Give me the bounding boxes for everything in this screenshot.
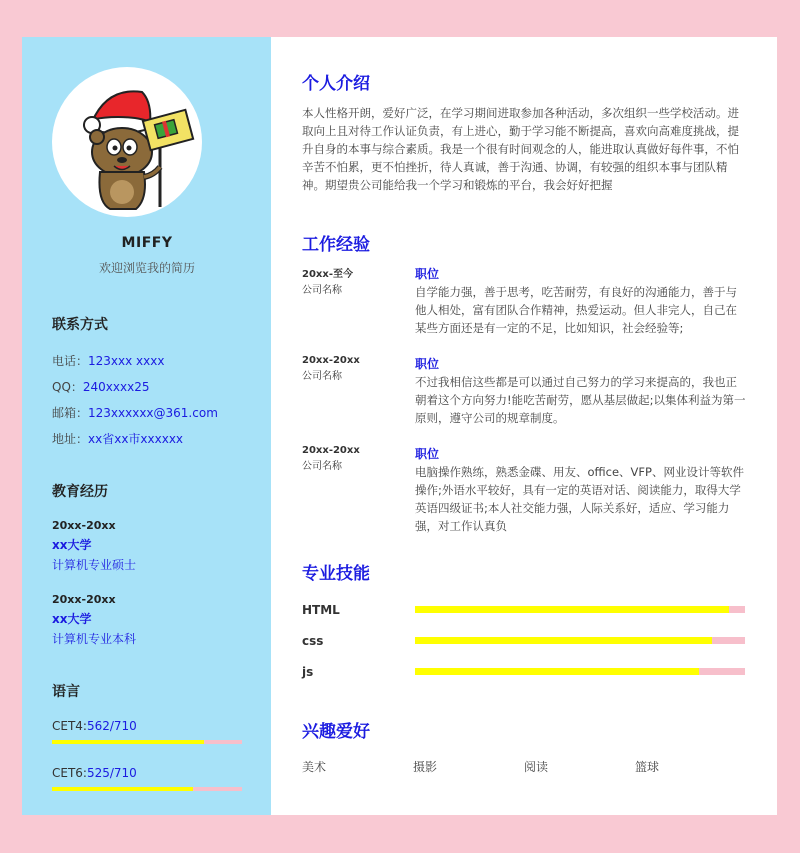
language-bar-fill xyxy=(52,787,193,791)
language-cet4 xyxy=(52,719,271,733)
contact-value: 240xxxx25 xyxy=(82,380,150,394)
education-date: 20xx-20xx xyxy=(52,593,116,606)
education-school: xx大学 xyxy=(52,612,92,626)
intro-heading: 个人介绍 xyxy=(302,74,370,94)
language-heading: 语言 xyxy=(52,684,80,700)
work-title: 职位 xyxy=(415,357,440,371)
skill-bar xyxy=(415,637,745,644)
avatar xyxy=(52,67,202,217)
hobby-item: 美术 xyxy=(302,760,327,774)
work-desc: 电脑操作熟练，熟悉金碟、用友、office、VFP、网业设计等软件操作;外语水平较好，具有一定的英语对话、阅读能力，取得大学英语四级证书;本人社交能力强，人际关系好，适应、学习能力强，对工作认真负 xyxy=(415,465,744,533)
skill-name: HTML xyxy=(302,602,340,617)
education-major: 计算机专业本科 xyxy=(52,632,137,646)
skill-name: js xyxy=(302,664,314,679)
education-school: xx大学 xyxy=(52,538,92,552)
contact-label: QQ： xyxy=(52,380,83,394)
language-label: CET4: xyxy=(52,719,87,733)
bear-santa-hat-avatar-icon xyxy=(52,67,202,217)
work-item xyxy=(302,445,747,535)
work-date: 20xx-20xx xyxy=(302,445,360,456)
skills-heading: 专业技能 xyxy=(302,564,370,584)
resume-page xyxy=(22,37,777,815)
work-company: 公司名称 xyxy=(302,371,342,382)
contact-value: xx省xx市xxxxxx xyxy=(88,432,184,446)
contact-value: 123xxxxxx@361.com xyxy=(88,406,218,420)
contact-heading: 联系方式 xyxy=(52,317,108,333)
language-score: 562/710 xyxy=(86,719,137,733)
education-major: 计算机专业硕士 xyxy=(52,558,137,572)
skill-bar-fill xyxy=(415,668,699,675)
work-item xyxy=(302,355,747,427)
work-date: 20xx-至今 xyxy=(302,269,353,280)
language-score: 525/710 xyxy=(86,766,137,780)
skill-name: css xyxy=(302,633,324,648)
work-title: 职位 xyxy=(415,447,440,461)
contact-label: 地址： xyxy=(52,432,89,446)
skill-html xyxy=(302,594,747,625)
hobby-item: 阅读 xyxy=(524,760,549,774)
education-heading: 教育经历 xyxy=(52,484,108,500)
work-heading: 工作经验 xyxy=(302,235,370,255)
hobbies-heading: 兴趣爱好 xyxy=(302,722,370,742)
language-label: CET6: xyxy=(52,766,87,780)
contact-address xyxy=(52,430,271,447)
contact-qq xyxy=(52,378,271,395)
skill-bar xyxy=(415,668,745,675)
skill-bar-fill xyxy=(415,637,712,644)
contact-phone xyxy=(52,352,271,369)
education-item xyxy=(52,593,271,647)
skill-bar-fill xyxy=(415,606,729,613)
sidebar xyxy=(22,37,271,815)
contact-value: 123xxx xxxx xyxy=(88,354,165,368)
education-item xyxy=(52,519,271,573)
work-desc: 自学能力强，善于思考，吃苦耐劳，有良好的沟通能力，善于与他人相处，富有团队合作精神，热爱运动。但人非完人，自己在某些方面还是有一定的不足，比如知识，社会经验等; xyxy=(415,285,737,335)
language-cet6 xyxy=(52,766,271,780)
language-bar-cet4 xyxy=(52,740,242,744)
main-content xyxy=(271,37,777,815)
language-bar-fill xyxy=(52,740,204,744)
skill-js xyxy=(302,656,747,687)
contact-email xyxy=(52,404,271,421)
work-date: 20xx-20xx xyxy=(302,355,360,366)
work-desc: 不过我相信这些都是可以通过自己努力的学习来提高的，我也正朝着这个方向努力!能吃苦耐劳，愿从基层做起;以集体利益为第一原则，遵守公司的规章制度。 xyxy=(415,375,746,425)
profile-name: MIFFY xyxy=(121,235,173,251)
skill-css xyxy=(302,625,747,656)
hobby-item: 摄影 xyxy=(413,760,438,774)
welcome-text: 欢迎浏览我的简历 xyxy=(98,261,195,275)
work-company: 公司名称 xyxy=(302,285,342,296)
contact-label: 电话： xyxy=(52,354,89,368)
work-company: 公司名称 xyxy=(302,461,342,472)
language-bar-cet6 xyxy=(52,787,242,791)
education-date: 20xx-20xx xyxy=(52,519,116,532)
hobby-item: 篮球 xyxy=(635,760,660,774)
skill-bar xyxy=(415,606,745,613)
work-title: 职位 xyxy=(415,267,440,281)
contact-label: 邮箱： xyxy=(52,406,89,420)
hobby-list xyxy=(302,758,747,775)
intro-text: 本人性格开朗，爱好广泛，在学习期间进取参加各种活动，多次组织一些学校活动。进取向上且对待工作认证负责，有上进心，勤于学习能不断提高，喜欢向高难度挑战，提升自身的本事与综合素质。我是一个很有时间观念的人，能进取认真做好每件事，不怕辛苦不怕累，更不怕挫折，待人真诚，善于沟通、协调，有较强的组织本事与团队精神。期望贵公司能给我一个学习和锻炼的平台，我会好好把握 xyxy=(302,106,739,192)
work-item xyxy=(302,265,747,337)
